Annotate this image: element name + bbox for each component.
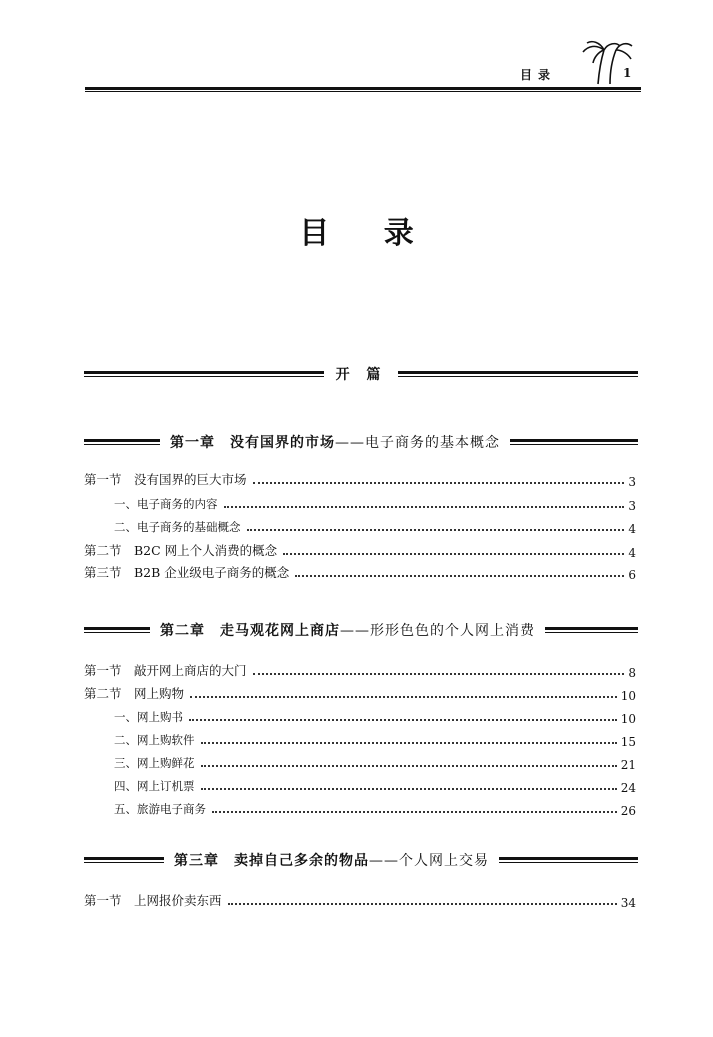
toc-entry-page: 3 [628,499,636,513]
toc-entry-page: 26 [620,804,636,818]
banner-rule-left [84,627,150,633]
banner-rule-right [545,627,638,633]
toc-entry[interactable] [114,801,636,817]
chapter-title: 第二章 走马观花网上商店 [160,623,340,639]
chapter-title: 第三章 卖掉自己多余的物品 [174,853,369,869]
toc-entry-page: 21 [620,758,636,772]
banner-rule-left [84,439,160,445]
leader-dots [201,788,617,790]
toc-entry-title: 二、电子商务的基础概念 [114,520,241,534]
toc-entry-page: 4 [628,546,636,560]
banner-rule-right [510,439,638,445]
toc-entry-page: 3 [628,475,636,489]
banner-rule-left [84,857,164,863]
leader-dots [201,765,617,767]
chapter-banner [84,620,638,640]
toc-entry[interactable] [84,686,636,702]
chapter-banner [84,432,638,452]
toc-entry-page: 10 [620,689,636,703]
leader-dots [224,506,625,508]
toc-entry[interactable] [114,732,636,748]
leader-dots [247,529,625,531]
chapter-subtitle: ——个人网上交易 [369,853,489,869]
running-header-label: 目录 [520,68,557,82]
part-banner [84,364,638,384]
toc-entry-title: 第二节 B2C 网上个人消费的概念 [84,543,278,558]
toc-entry-page: 34 [620,896,636,910]
banner-rule-left [84,371,324,377]
toc-entry[interactable] [84,663,636,679]
toc-entry-page: 15 [620,735,636,749]
toc-entry[interactable] [114,496,636,512]
toc-entry[interactable] [114,755,636,771]
toc-entry[interactable] [84,565,636,581]
chapter-title: 第一章 没有国界的市场 [170,435,335,451]
leader-dots [228,903,617,905]
leader-dots [189,719,617,721]
banner-rule-right [499,857,638,863]
chapter-banner [84,850,638,870]
toc-entry-title: 二、网上购软件 [114,733,195,747]
toc-entry-page: 6 [628,568,636,582]
toc-entry-page: 8 [628,666,636,680]
toc-entry[interactable] [114,519,636,535]
toc-entry-title: 五、旅游电子商务 [114,802,206,816]
toc-entry-title: 第一节 上网报价卖东西 [84,893,222,908]
leader-dots [212,811,617,813]
chapter-subtitle: ——电子商务的基本概念 [335,435,500,451]
chapter-subtitle: ——形形色色的个人网上消费 [340,623,535,639]
part-title: 开 篇 [335,367,387,383]
leader-dots [295,575,624,577]
header-rule [85,87,641,92]
toc-entry[interactable] [114,778,636,794]
toc-entry[interactable] [84,543,636,559]
toc-entry-title: 第三节 B2B 企业级电子商务的概念 [84,565,290,580]
toc-entry[interactable] [84,472,636,488]
toc-entry-page: 10 [620,712,636,726]
leader-dots [253,482,625,484]
toc-entry-title: 第二节 网上购物 [84,686,185,701]
page-number: 1 [623,66,632,80]
toc-entry-page: 4 [628,522,636,536]
toc-entry-title: 一、电子商务的内容 [114,497,218,511]
toc-entry[interactable] [114,709,636,725]
toc-entry-title: 第一节 敲开网上商店的大门 [84,663,247,678]
leader-dots [201,742,617,744]
toc-entry-title: 四、网上订机票 [114,779,195,793]
toc-entry-page: 24 [620,781,636,795]
leader-dots [283,553,624,555]
leader-dots [253,673,625,675]
leader-dots [190,696,617,698]
toc-entry[interactable] [84,893,636,909]
toc-entry-title: 一、网上购书 [114,710,183,724]
toc-entry-title: 第一节 没有国界的巨大市场 [84,472,247,487]
banner-rule-right [398,371,638,377]
page-title: 目 录 [299,216,436,251]
toc-entry-title: 三、网上购鲜花 [114,756,195,770]
